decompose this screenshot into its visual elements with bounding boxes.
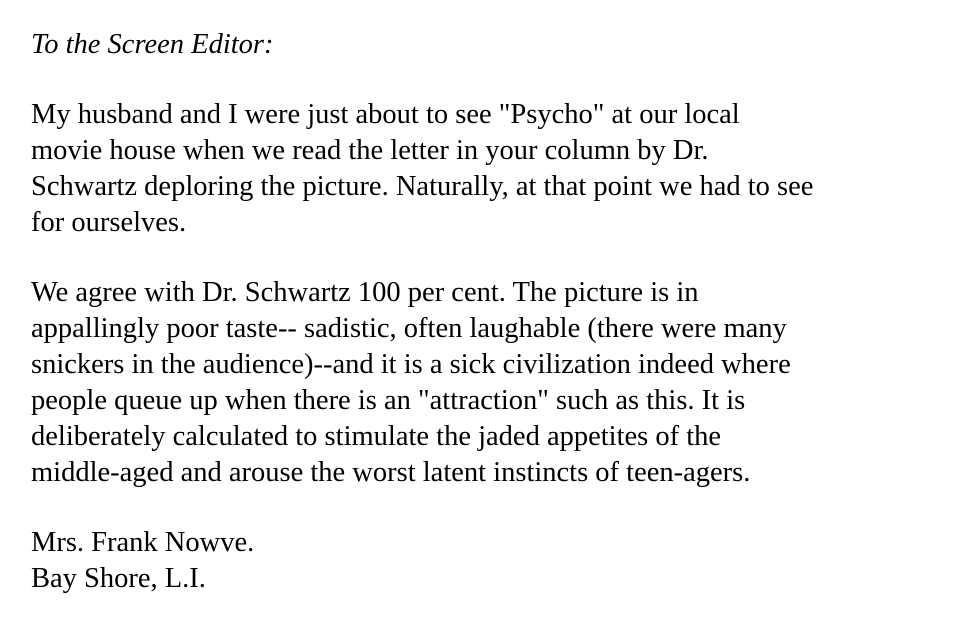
paragraph-line: for ourselves. [31, 207, 187, 238]
signature-name: Mrs. Frank Nowve. [31, 527, 255, 558]
paragraph-line: middle-aged and arouse the worst latent instincts of teen-agers. [31, 457, 751, 488]
paragraph-line: deliberately calculated to stimulate the jaded appetites of the [31, 421, 722, 452]
signature-location: Bay Shore, L.I. [31, 563, 206, 594]
paragraph-line: We agree with Dr. Schwartz 100 per cent. The picture is in [31, 277, 699, 308]
paragraph-line: My husband and I were just about to see "Psycho" at our local [31, 99, 740, 130]
paragraph-2 [31, 275, 931, 491]
letter [31, 27, 931, 597]
paragraph-line: appallingly poor taste-- sadistic, often laughable (there were many [31, 313, 787, 344]
paragraph-line: people queue up when there is an "attraction" such as this. It is [31, 385, 746, 416]
paragraph-line: snickers in the audience)--and it is a sick civilization indeed where [31, 349, 791, 380]
paragraph-line: movie house when we read the letter in your column by Dr. [31, 135, 709, 166]
paragraph-1 [31, 97, 931, 241]
signature [31, 525, 931, 597]
salutation: To the Screen Editor: [31, 29, 274, 60]
paragraph-line: Schwartz deploring the picture. Naturally, at that point we had to see [31, 171, 814, 202]
